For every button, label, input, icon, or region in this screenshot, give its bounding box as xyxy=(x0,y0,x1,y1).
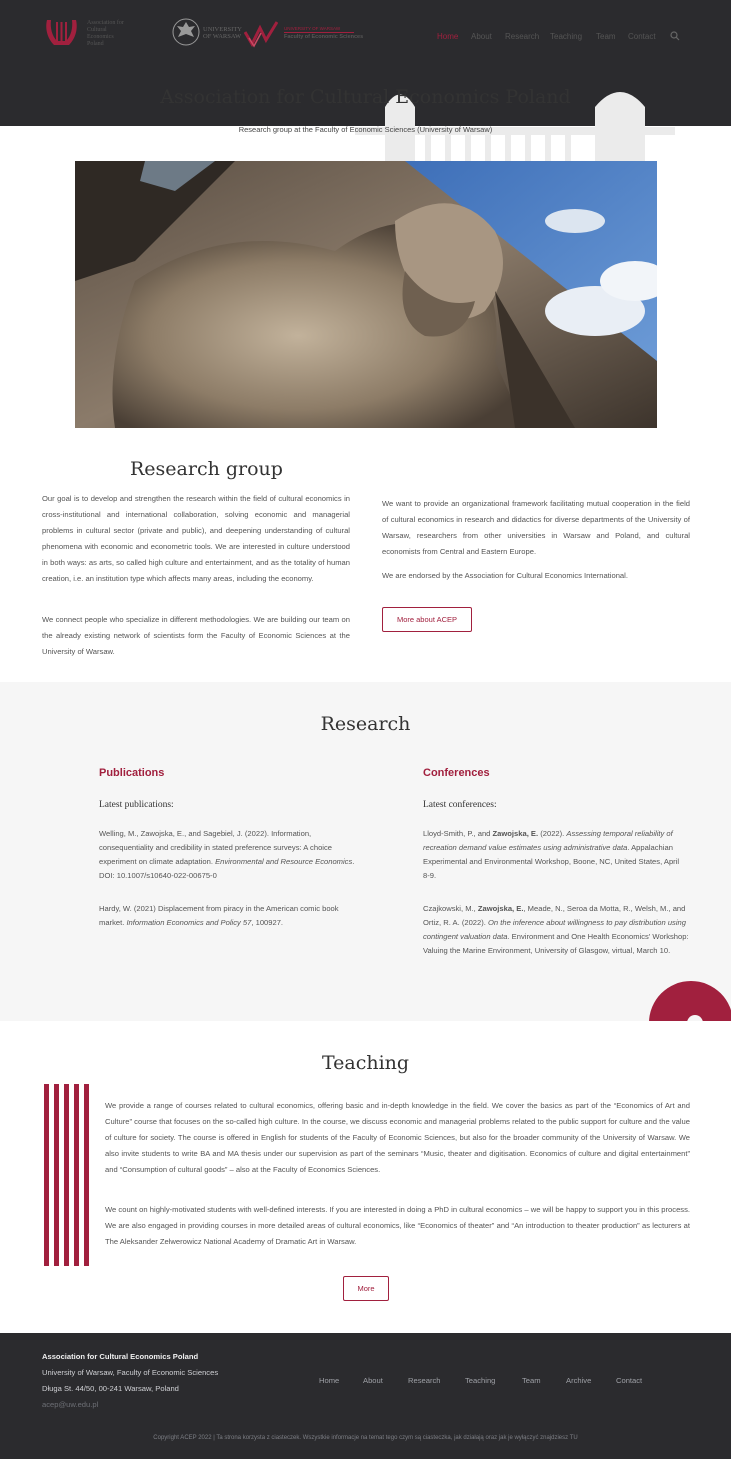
footer-copyright xyxy=(0,1435,731,1441)
page-title: Association for Cultural Economics Poland xyxy=(160,86,571,108)
half-circle-decoration-icon xyxy=(649,971,731,1021)
more-about-acep-button[interactable]: More about ACEP xyxy=(382,607,472,632)
conferences-title: Conferences xyxy=(423,767,490,779)
footer-nav-teaching[interactable]: Teaching xyxy=(465,1376,496,1385)
conference-author-bold: Zawojska, E. xyxy=(492,829,539,838)
publication-item xyxy=(99,827,357,883)
fes-zigzag-icon xyxy=(244,18,278,48)
conference-paper-title: On the inference about willingness to pay distribution using contingent valuation data xyxy=(423,918,686,941)
nav-research[interactable]: Research xyxy=(505,32,540,41)
eagle-emblem-icon xyxy=(172,17,200,47)
teaching-paragraph: We provide a range of courses related to cultural economics, offering basic and in-depth knowledge in the field. We cover the basics as part of the “Economics of Art and Culture” course that focuses on the so-called high culture. In the course, we discuss economic and managerial problems related to the public support for culture and the value of culture for society. The course is offered in English for students of the Faculty of Economic Sciences, but also for the broader community of the University of Warsaw. We also invite students to write BA and MA thesis under our supervision as part of the seminars “Music, theater and digitisation. Economics of culture and digital entertainment” and “Consumption of cultural goods” – also at the Faculty of Economics Sciences. xyxy=(105,1101,690,1174)
nav-about[interactable]: About xyxy=(471,32,492,41)
site-header xyxy=(0,0,731,70)
footer-address-line: Długa St. 44/50, 00-241 Warsaw, Poland xyxy=(42,1384,179,1393)
research-group-title: Research group xyxy=(130,458,283,480)
nav-contact[interactable]: Contact xyxy=(628,32,656,41)
footer-nav-archive[interactable]: Archive xyxy=(566,1376,592,1385)
conference-paper-title: Assessing temporal reliability of recreation demand value estimates using administrative data xyxy=(423,829,673,852)
publication-tail: . DOI: 10.1007/s10640-022-00675-0 xyxy=(99,857,355,880)
research-group-paragraph: We connect people who specialize in different methodologies. We are building our team on the already existing network of scientists form the Faculty of Economic Sciences at the University of Warsaw. xyxy=(42,615,350,656)
research-group-paragraph: Our goal is to develop and strengthen the research within the field of cultural economics in cross-institutional and international collaboration, solving economic and managerial problems in cultural sector (private and public), and deepening understanding of cultural phenomena with economic and econometric tools. We are interested in culture understood in both ways: as arts, so called high culture and entertainment, and as the totality of human creation, i.e. an institution type which affects many areas, including the economy. xyxy=(42,494,350,583)
footer-nav-about[interactable]: About xyxy=(363,1376,383,1385)
conference-authors: Lloyd-Smith, P., and xyxy=(423,829,493,838)
research-group-paragraph: We are endorsed by the Association for Cultural Economics International. xyxy=(382,571,628,580)
conference-venue: . Environment and One Health Economics' Workshop: Valuing the Marine Environment, University of Glasgow, virtual, March 10. xyxy=(423,932,689,955)
hero-image xyxy=(75,161,657,428)
conference-authors: Czajkowski, M., xyxy=(423,904,478,913)
publication-journal: Environmental and Resource Economics xyxy=(215,857,353,866)
publications-subtitle: Latest publications: xyxy=(99,800,174,810)
conference-year: , Meade, N., Seroa da Motta, R., Welsh, M., and Ortiz, R. A. (2022). xyxy=(423,904,686,927)
page-subtitle: Research group at the Faculty of Economic Sciences (University of Warsaw) xyxy=(238,125,493,134)
logo-text-line: Poland xyxy=(87,41,104,47)
nav-home[interactable]: Home xyxy=(437,32,459,41)
footer-email-link[interactable]: acep@uw.edu.pl xyxy=(42,1400,99,1409)
logo-text-line: Cultural xyxy=(87,27,107,33)
conference-item xyxy=(423,827,683,883)
fes-logo[interactable] xyxy=(244,18,384,50)
conference-year: (2022). xyxy=(538,829,567,838)
nav-team[interactable]: Team xyxy=(596,32,616,41)
footer-nav-team[interactable]: Team xyxy=(522,1376,541,1385)
teaching-paragraph: We count on highly-motivated students with well-defined interests. If you are interested in doing a PhD in cultural economics – we will be happy to support you in this process. We are also engaged in providing courses in more detailed areas of cultural economics, like “Economics of theater” and “An introduction to theater production” as lecturers at The Aleksander Zelwerowicz National Academy of Dramatic Art in Warsaw. xyxy=(105,1205,690,1246)
statue-image-icon xyxy=(75,161,657,428)
publication-item xyxy=(99,902,357,930)
acep-logo[interactable] xyxy=(44,18,144,50)
fes-small-text: UNIVERSITY OF WARSAW xyxy=(284,26,341,31)
search-icon[interactable] xyxy=(670,31,680,41)
striped-bars-decoration-icon xyxy=(44,1084,90,1266)
logo-text-line: Economics xyxy=(87,34,114,40)
teaching-title: Teaching xyxy=(321,1052,410,1074)
publication-tail: , 100927. xyxy=(251,918,284,927)
publication-text: Welling, M., Zawojska, E., and Sagebiel, J. (2022). Information, consequentiality and credibility in stated preference surveys: A choice experiment on climate adaptation. xyxy=(99,829,333,866)
research-group-paragraph: We want to provide an organizational framework facilitating mutual cooperation in the field of cultural economics in research and didactics for diverse departments of the University of Warsaw, researchers from other universities in Warsaw and Poland, and cultural economists from Central and Eastern Europe. xyxy=(382,499,690,556)
research-title: Research xyxy=(320,713,411,735)
footer-address-line: University of Warsaw, Faculty of Economic Sciences xyxy=(42,1368,219,1377)
footer-org: Association for Cultural Economics Poland xyxy=(42,1352,199,1361)
conference-author-bold: Zawojska, E. xyxy=(477,904,524,913)
conferences-subtitle: Latest conferences: xyxy=(423,800,497,810)
footer-nav-contact[interactable]: Contact xyxy=(616,1376,643,1385)
conference-item xyxy=(423,902,689,958)
logo-text-line: Association for xyxy=(87,20,124,26)
conference-venue: . Appalachian Experimental and Environmental Workshop, Boone, NC, United States, April 8-9. xyxy=(423,843,680,880)
footer-nav-home[interactable]: Home xyxy=(319,1376,340,1385)
cookie-info-link[interactable]: TU xyxy=(569,1435,578,1441)
copyright-text: Copyright ACEP 2022 | Ta strona korzysta z ciasteczek. Wszystkie informacje na temat tego czym są ciasteczka, jak działają oraz jak je wyłączyć znajdziesz xyxy=(153,1435,570,1441)
lyre-logo-icon xyxy=(44,18,79,48)
publications-title: Publications xyxy=(99,767,165,779)
publication-journal: Information Economics and Policy 57 xyxy=(126,918,252,927)
fes-name-text: Faculty of Economic Sciences xyxy=(284,34,364,40)
nav-teaching[interactable]: Teaching xyxy=(550,32,583,41)
footer-nav-research[interactable]: Research xyxy=(408,1376,441,1385)
publication-text: Hardy, W. (2021) Displacement from piracy in the American comic book market. xyxy=(99,904,339,927)
uw-logo[interactable] xyxy=(172,17,247,49)
uw-text-line: OF WARSAW xyxy=(203,33,242,40)
fes-divider xyxy=(284,32,354,33)
teaching-more-button[interactable]: More xyxy=(343,1276,389,1301)
uw-text-line: UNIVERSITY xyxy=(203,26,242,33)
